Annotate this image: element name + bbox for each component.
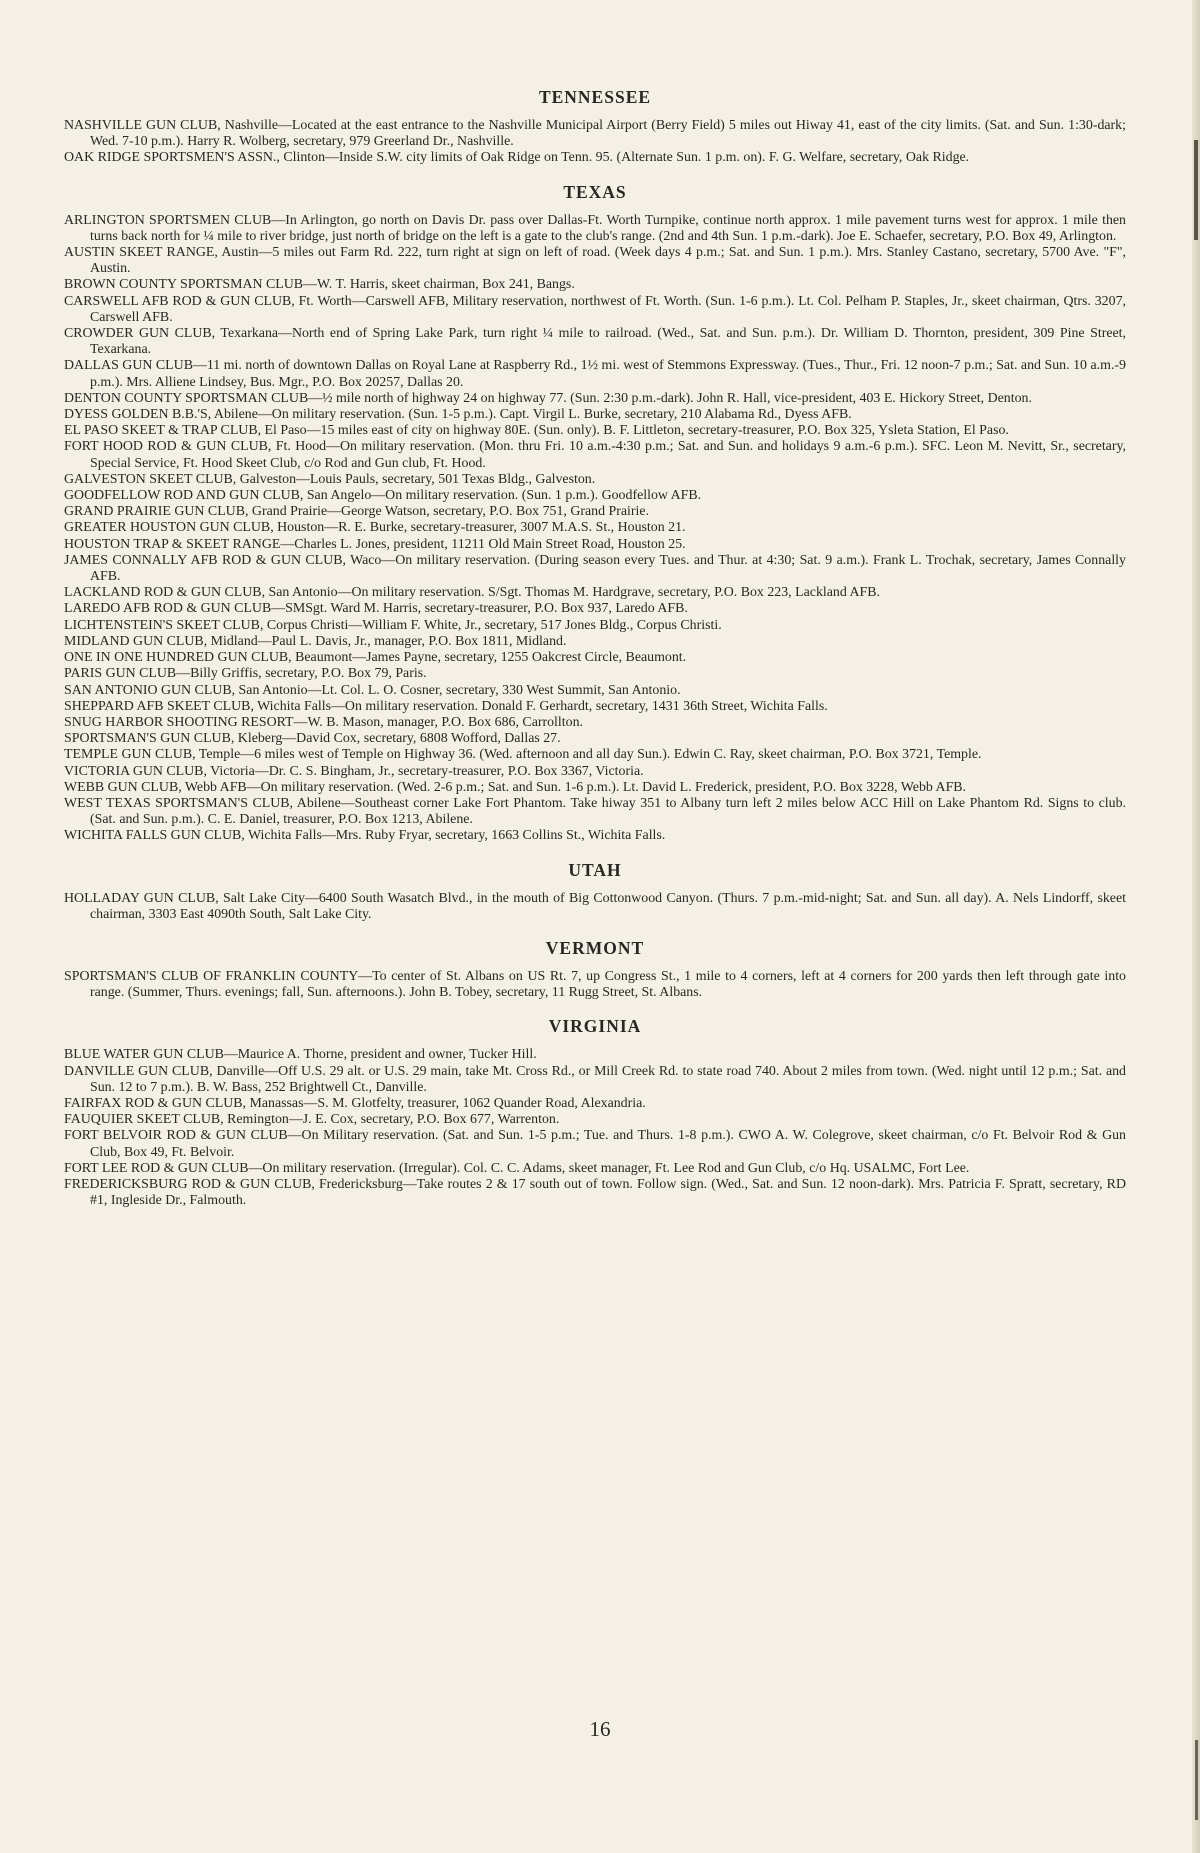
club-details: , El Paso—15 miles east of city on highway 80E. (Sun. only). B. F. Littleton, secretary-treasurer, P.O. Box 325, Ysleta Station, El Paso. — [257, 423, 1009, 439]
club-entry — [64, 731, 1126, 747]
club-entry — [64, 439, 1126, 471]
club-name: NASHVILLE GUN CLUB — [64, 118, 218, 133]
club-details: , Danville—Off U.S. 29 alt. or U.S. 29 main, take Mt. Cross Rd., or Mill Creek Rd. to state road 740. About 2 miles from town. (Wed. night until 12 p.m.; Sat. and Sun. 12 to 7 p.m.). B. W. Bass, 252 Brightwell Ct., Danville. — [90, 1063, 1126, 1095]
club-name: SPORTSMAN'S CLUB OF FRANKLIN COUNTY — [64, 968, 359, 984]
binding-mark — [1195, 1740, 1198, 1820]
state-section — [64, 181, 1126, 845]
binding-mark — [1194, 140, 1198, 240]
club-name: AUSTIN SKEET RANGE — [64, 245, 215, 261]
club-entry — [64, 1047, 1126, 1063]
club-details: —Charles L. Jones, president, 11211 Old Main Street Road, Houston 25. — [280, 536, 686, 552]
club-details: , Webb AFB—On military reservation. (Wed. 2-6 p.m.; Sat. and Sun. 1-6 p.m.). Lt. David L. Frederick, president, P.O. Box 3228, Webb AFB. — [178, 779, 967, 795]
club-entry — [64, 553, 1126, 585]
club-name: CARSWELL AFB ROD & GUN CLUB — [64, 293, 292, 309]
club-details: , Wichita Falls—Mrs. Ruby Fryar, secretary, 1663 Collins St., Wichita Falls. — [241, 828, 666, 844]
club-entry — [64, 1096, 1126, 1112]
club-details: , Texarkana—North end of Spring Lake Park, turn right ¼ mile to railroad. (Wed., Sat. and Sun. p.m.). Dr. William D. Thornton, president, 309 Pine Street, Texarkana. — [90, 326, 1126, 358]
club-name: PARIS GUN CLUB — [64, 666, 177, 682]
state-heading: VIRGINIA — [548, 1016, 642, 1037]
club-entry — [64, 618, 1126, 634]
club-name: GREATER HOUSTON GUN CLUB — [64, 520, 271, 536]
club-details: —Billy Griffis, secretary, P.O. Box 79, Paris. — [176, 666, 427, 682]
state-heading: TENNESSEE — [538, 87, 652, 107]
club-details: , Midland—Paul L. Davis, Jr., manager, P.O. Box 1811, Midland. — [203, 633, 567, 649]
club-details: —On military reservation. (Irregular). Col. C. C. Adams, skeet manager, Ft. Lee Rod and Gun Club, c/o Hq. USALMC, Fort Lee. — [248, 1160, 970, 1176]
club-name: SPORTSMAN'S GUN CLUB — [64, 731, 231, 747]
club-name: OAK RIDGE SPORTSMEN'S ASSN. — [64, 150, 277, 166]
page-number: 16 — [589, 1717, 611, 1741]
club-name: HOLLADAY GUN CLUB — [64, 890, 216, 906]
club-details: —W. T. Harris, skeet chairman, Box 241, Bangs. — [303, 277, 575, 293]
club-name: DALLAS GUN CLUB — [64, 358, 193, 374]
page-edge — [1192, 0, 1200, 1853]
club-details: —Maurice A. Thorne, president and owner, Tucker Hill. — [223, 1047, 537, 1063]
club-name: VICTORIA GUN CLUB — [64, 763, 204, 779]
club-entry — [64, 407, 1126, 423]
club-entry — [64, 715, 1126, 731]
directory-page — [64, 86, 1126, 1223]
club-details: —SMSgt. Ward M. Harris, secretary-treasurer, P.O. Box 937, Laredo AFB. — [271, 601, 688, 617]
club-entry — [64, 213, 1126, 245]
club-name: LICHTENSTEIN'S SKEET CLUB — [64, 617, 260, 633]
club-details: , Abilene—On military reservation. (Sun. 1-5 p.m.). Capt. Virgil L. Burke, secretary, 210 Alabama Rd., Dyess AFB. — [207, 407, 852, 423]
state-heading: TEXAS — [563, 181, 627, 202]
club-details: —11 mi. north of downtown Dallas on Royal Lane at Raspberry Rd., 1½ mi. west of Stemmons Expressway. (Tues., Thur., Fri. 12 noon-7 p.m.; Sat. and Sun. 10 a.m.-9 p.m.). Mrs. Alliene Lindsey, Bus. Mgr., P.O. Box 20257, Dallas 20. — [90, 358, 1126, 390]
club-details: , Austin—5 miles out Farm Rd. 222, turn right at sign on left of road. (Week days 4 p.m.; Sat. and Sun. 1 p.m.). Mrs. Stanley Castano, secretary, 5700 Ave. "F", Austin. — [90, 245, 1126, 277]
club-details: , Temple—6 miles west of Temple on Highway 36. (Wed. afternoon and all day Sun.). Edwin C. Ray, skeet chairman, P.O. Box 3721, Temple. — [192, 747, 982, 763]
club-details: , Galveston—Louis Pauls, secretary, 501 Texas Bldg., Galveston. — [232, 471, 596, 487]
club-details: , Waco—On military reservation. (During season every Tues. and Thur. at 4:30; Sat. 9 a.m.). Frank L. Trochak, secretary, James Connally AFB. — [90, 552, 1126, 585]
club-entry — [64, 472, 1126, 488]
state-section — [64, 1015, 1126, 1209]
club-details: , Abilene—Southeast corner Lake Fort Phantom. Take hiway 351 to Albany turn left 2 miles below ACC Hill on Lake Phantom Rd. Signs to club. (Sat. and Sun. p.m.). C. E. Daniel, treasurer, P.O. Box 1213, Abilene. — [90, 795, 1126, 828]
club-entry — [64, 699, 1126, 715]
club-name: GALVESTON SKEET CLUB — [64, 471, 233, 487]
club-details: —To center of St. Albans on US Rt. 7, up Congress St., 1 mile to 4 corners, left at 4 corners for 200 yards then left through gate into range. (Summer, Thurs. evenings; fall, Sun. afternoons.). John B. Tobey, secretary, 11 Rugg Street, St. Albans. — [90, 968, 1127, 1001]
club-name: FORT BELVOIR ROD & GUN CLUB — [64, 1128, 288, 1144]
club-name: SAN ANTONIO GUN CLUB — [64, 682, 232, 698]
club-details: , Victoria—Dr. C. S. Bingham, Jr., secretary-treasurer, P.O. Box 3367, Victoria. — [203, 763, 644, 779]
club-details: , Kleberg—David Cox, secretary, 6808 Wofford, Dallas 27. — [230, 731, 561, 747]
club-entry — [64, 391, 1126, 407]
club-name: BROWN COUNTY SPORTSMAN CLUB — [64, 277, 304, 293]
club-entry — [64, 150, 1126, 166]
club-details: , Manassas—S. M. Glotfelty, treasurer, 1062 Quander Road, Alexandria. — [242, 1095, 646, 1111]
club-entry — [64, 1161, 1126, 1177]
club-name: LAREDO AFB ROD & GUN CLUB — [64, 601, 272, 617]
club-details: , Ft. Hood—On military reservation. (Mon. thru Fri. 10 a.m.-4:30 p.m.; Sat. and Sun. and holidays 9 a.m.-6 p.m.). SFC. Leon M. Nevitt, Sr., secretary, Special Service, Ft. Hood Skeet Club, c/o Rod and Gun club, Ft. Hood. — [90, 439, 1126, 471]
club-name: CROWDER GUN CLUB — [64, 326, 212, 342]
club-name: JAMES CONNALLY AFB ROD & GUN CLUB — [64, 552, 343, 568]
state-section — [64, 937, 1126, 1001]
club-name: ARLINGTON SPORTSMEN CLUB — [64, 212, 272, 228]
club-name: FAUQUIER SKEET CLUB — [64, 1112, 221, 1128]
club-name: TEMPLE GUN CLUB — [64, 747, 193, 763]
club-name: WEST TEXAS SPORTSMAN'S CLUB — [64, 795, 290, 811]
club-details: —In Arlington, go north on Davis Dr. pass over Dallas-Ft. Worth Turnpike, continue north approx. 1 mile pavement turns west for approx. 1 mile then turns back north for ¼ mile to river bridge, just north of bridge on the left is a gate to the club's range. (2nd and 4th Sun. 1 p.m.-dark). Joe E. Schaefer, secretary, P.O. Box 49, Arlington. — [90, 212, 1126, 244]
state-section — [64, 859, 1126, 923]
club-name: FAIRFAX ROD & GUN CLUB — [64, 1095, 243, 1111]
club-entry — [64, 764, 1126, 780]
club-details: , Grand Prairie—George Watson, secretary, P.O. Box 751, Grand Prairie. — [244, 504, 650, 520]
state-heading: VERMONT — [545, 937, 645, 958]
club-entry — [64, 683, 1126, 699]
club-entry — [64, 504, 1126, 520]
club-details: , Fredericksburg—Take routes 2 & 17 south out of town. Follow sign. (Wed., Sat. and Sun. 12 noon-dark). Mrs. Patricia F. Spratt, secretary, RD #1, Ingleside Dr., Falmouth. — [90, 1176, 1126, 1209]
club-name: EL PASO SKEET & TRAP CLUB — [64, 423, 258, 439]
club-entry — [64, 969, 1126, 1001]
club-name: FREDERICKSBURG ROD & GUN CLUB — [64, 1176, 312, 1192]
club-entry — [64, 796, 1126, 828]
club-entry — [64, 650, 1126, 666]
club-name: SHEPPARD AFB SKEET CLUB — [64, 698, 251, 714]
club-entry — [64, 828, 1126, 844]
club-name: DANVILLE GUN CLUB — [64, 1063, 210, 1079]
club-details: , San Antonio—On military reservation. S/Sgt. Thomas M. Hardgrave, secretary, P.O. Box 223, Lackland AFB. — [261, 585, 880, 601]
club-name: GRAND PRAIRIE GUN CLUB — [64, 504, 245, 520]
club-details: —½ mile north of highway 24 on highway 77. (Sun. 2:30 p.m.-dark). John R. Hall, vice-president, 403 E. Hickory Street, Denton. — [308, 390, 1032, 406]
club-entry — [64, 747, 1126, 763]
club-name: FORT LEE ROD & GUN CLUB — [64, 1160, 249, 1176]
state-section — [64, 86, 1126, 167]
club-entry — [64, 634, 1126, 650]
club-entry — [64, 585, 1126, 601]
club-entry — [64, 1112, 1126, 1128]
club-name: MIDLAND GUN CLUB — [64, 633, 204, 649]
club-entry — [64, 891, 1126, 923]
club-entry — [64, 245, 1126, 277]
club-name: WICHITA FALLS GUN CLUB — [64, 828, 242, 844]
club-details: , Beaumont—James Payne, secretary, 1255 Oakcrest Circle, Beaumont. — [288, 650, 687, 666]
club-entry — [64, 1064, 1126, 1096]
club-name: HOUSTON TRAP & SKEET RANGE — [64, 536, 281, 552]
club-entry — [64, 1177, 1126, 1209]
club-name: GOODFELLOW ROD AND GUN CLUB — [64, 488, 300, 504]
club-entry — [64, 488, 1126, 504]
club-entry — [64, 1128, 1126, 1160]
club-entry — [64, 118, 1126, 150]
club-name: DENTON COUNTY SPORTSMAN CLUB — [64, 390, 309, 406]
club-name: DYESS GOLDEN B.B.'S — [64, 407, 208, 423]
club-details: , Clinton—Inside S.W. city limits of Oak Ridge on Tenn. 95. (Alternate Sun. 1 p.m. on). F. G. Welfare, secretary, Oak Ridge. — [276, 150, 970, 166]
club-entry — [64, 666, 1126, 682]
club-entry — [64, 537, 1126, 553]
club-entry — [64, 520, 1126, 536]
club-details: , Ft. Worth—Carswell AFB, Military reservation, northwest of Ft. Worth. (Sun. 1-6 p.m.). Lt. Col. Pelham P. Staples, Jr., skeet chairman, Qtrs. 3207, Carswell AFB. — [90, 293, 1126, 325]
club-name: LACKLAND ROD & GUN CLUB — [64, 585, 262, 601]
club-entry — [64, 326, 1126, 358]
club-name: ONE IN ONE HUNDRED GUN CLUB — [64, 650, 289, 666]
club-details: —W. B. Mason, manager, P.O. Box 686, Carrollton. — [293, 714, 584, 730]
club-details: , Corpus Christi—William F. White, Jr., secretary, 517 Jones Bldg., Corpus Christi. — [259, 617, 722, 633]
club-name: BLUE WATER GUN CLUB — [64, 1047, 224, 1063]
club-details: , San Angelo—On military reservation. (Sun. 1 p.m.). Goodfellow AFB. — [299, 488, 702, 504]
club-entry — [64, 358, 1126, 390]
club-name: SNUG HARBOR SHOOTING RESORT — [64, 714, 294, 730]
club-name: FORT HOOD ROD & GUN CLUB — [64, 439, 268, 455]
club-entry — [64, 601, 1126, 617]
club-name: WEBB GUN CLUB — [64, 779, 179, 795]
club-details: , Remington—J. E. Cox, secretary, P.O. Box 677, Warrenton. — [220, 1112, 560, 1128]
club-details: —On Military reservation. (Sat. and Sun. 1-5 p.m.; Tue. and Thurs. 1-8 p.m.). CWO A. W. Colegrove, skeet chairman, c/o Ft. Belvoir Rod & Gun Club, Box 49, Ft. Belvoir. — [90, 1128, 1127, 1160]
state-heading: UTAH — [568, 859, 622, 880]
club-details: , Salt Lake City—6400 South Wasatch Blvd., in the mouth of Big Cottonwood Canyon. (Thurs. 7 p.m.-mid-night; Sat. and Sun. all day). A. Nels Lindorff, skeet chairman, 3303 East 4090th South, Salt Lake City. — [90, 890, 1126, 922]
club-entry — [64, 277, 1126, 293]
club-entry — [64, 294, 1126, 326]
club-entry — [64, 780, 1126, 796]
club-entry — [64, 423, 1126, 439]
club-details: , Wichita Falls—On military reservation. Donald F. Gerhardt, secretary, 1431 36th Street, Wichita Falls. — [250, 698, 828, 714]
club-details: , Nashville—Located at the east entrance to the Nashville Municipal Airport (Berry Field) 5 miles out Hiway 41, east of the city limits. (Sat. and Sun. 1:30-dark; Wed. 7-10 p.m.). Harry R. Wolberg, secretary, 979 Greerland Dr., Nashville. — [90, 118, 1126, 150]
club-details: , San Antonio—Lt. Col. L. O. Cosner, secretary, 330 West Summit, San Antonio. — [231, 682, 681, 698]
club-details: , Houston—R. E. Burke, secretary-treasurer, 3007 M.A.S. St., Houston 21. — [270, 520, 686, 536]
